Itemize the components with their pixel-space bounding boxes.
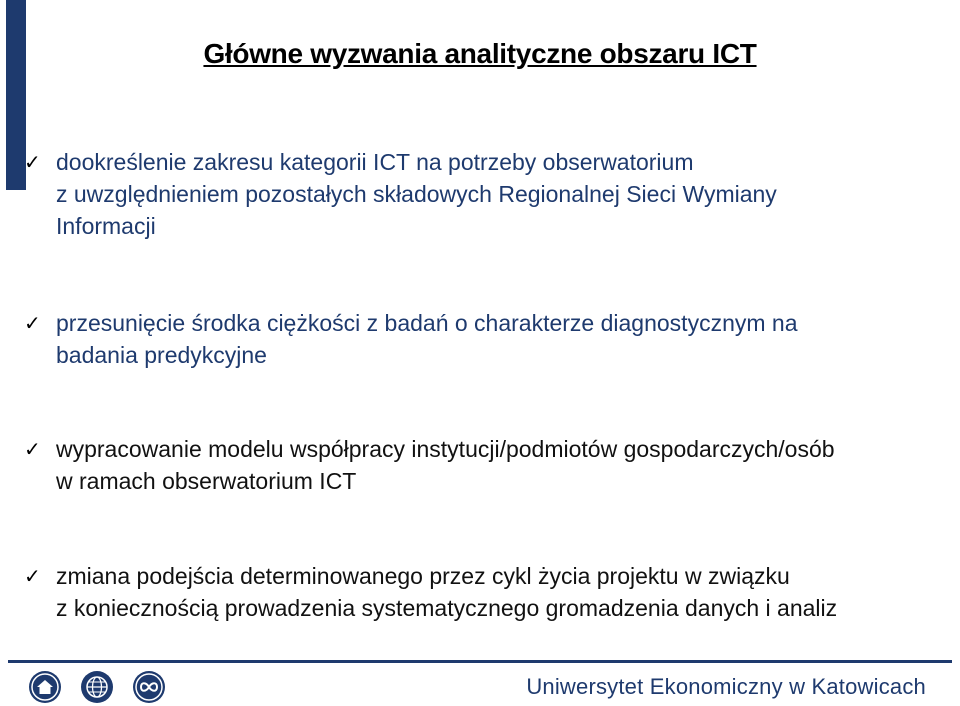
bullet-item-3 [0, 433, 960, 497]
bullet-line: zmiana podejścia determinowanego przez cykl życia projektu w związku [56, 563, 790, 589]
bullet-line: dookreślenie zakresu kategorii ICT na potrzeby obserwatorium [56, 149, 694, 175]
infinity-icon[interactable] [132, 670, 166, 704]
footer-divider [8, 660, 952, 663]
bullet-line: z koniecznością prowadzenia systematycznego gromadzenia danych i analiz [56, 595, 838, 621]
checkmark-icon: ✓ [24, 437, 41, 461]
slide-title: Główne wyzwania analityczne obszaru ICT [203, 38, 757, 69]
bullet-line: w ramach obserwatorium ICT [56, 468, 357, 494]
checkmark-icon: ✓ [24, 311, 41, 335]
university-name: Uniwersytet Ekonomiczny w Katowicach [526, 674, 926, 699]
bullet-item-4 [0, 560, 960, 624]
footer-icon-row [28, 670, 166, 704]
checkmark-icon: ✓ [24, 150, 41, 174]
globe-icon[interactable] [80, 670, 114, 704]
bullet-line: wypracowanie modelu współpracy instytucji/podmiotów gospodarczych/osób [56, 436, 835, 462]
bullet-item-1 [0, 146, 960, 242]
bullet-line: przesunięcie środka ciężkości z badań o charakterze diagnostycznym na [56, 310, 798, 336]
checkmark-icon: ✓ [24, 564, 41, 588]
bullet-line: z uwzględnieniem pozostałych składowych Regionalnej Sieci Wymiany [56, 181, 777, 207]
home-icon[interactable] [28, 670, 62, 704]
bullet-line: badania predykcyjne [56, 342, 267, 368]
bullet-line: Informacji [56, 213, 156, 239]
bullet-item-2 [0, 307, 960, 371]
